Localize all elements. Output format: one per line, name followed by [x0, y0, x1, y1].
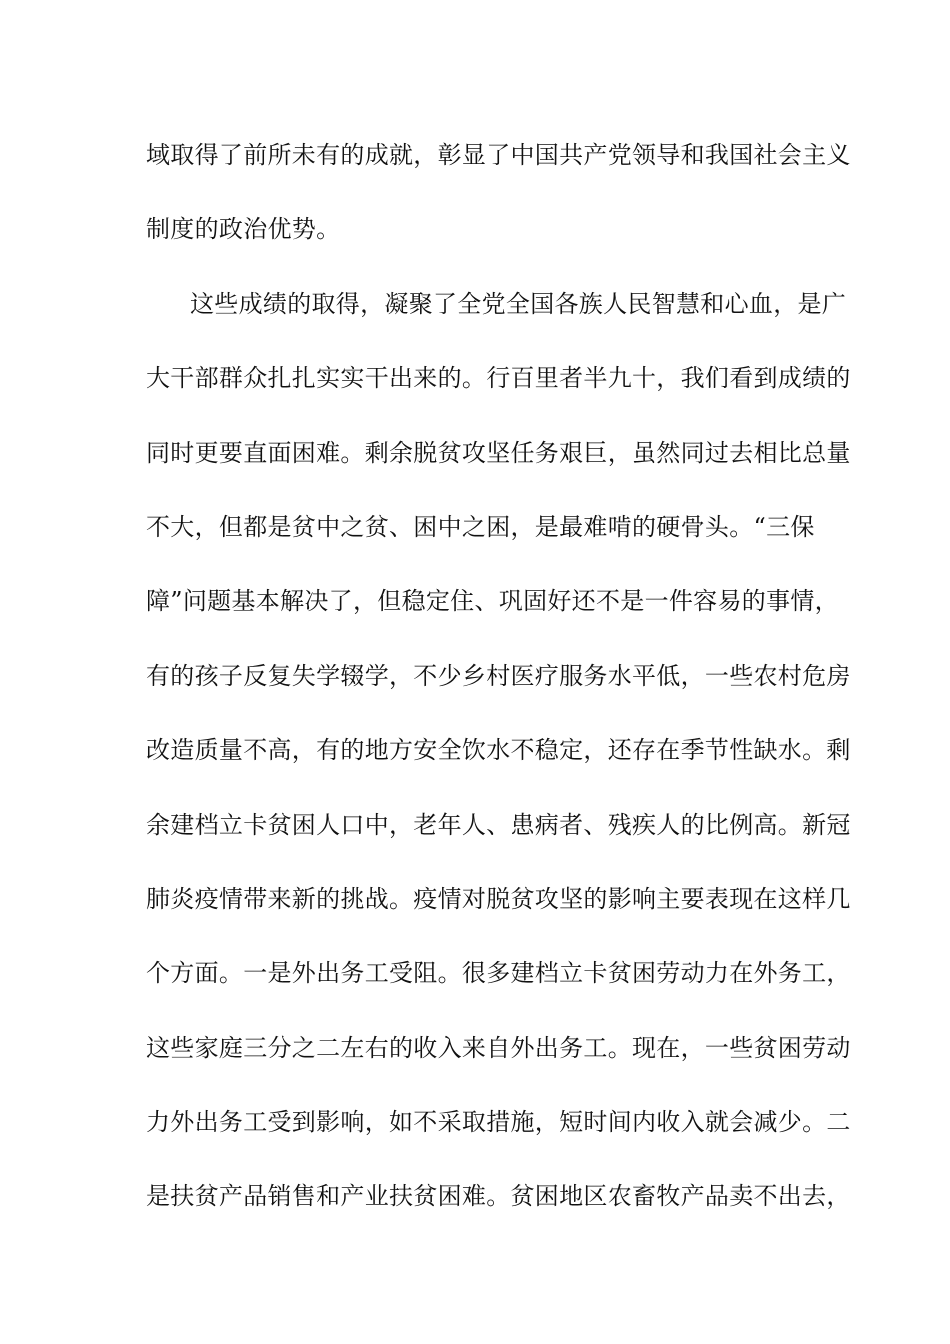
paragraph-start-line: 这些成绩的取得，凝聚了全党全国各族人民智慧和心血，是广 — [190, 289, 847, 318]
text-line: 大干部群众扎扎实实干出来的。行百里者半九十，我们看到成绩的 — [146, 364, 851, 393]
text-line: 制度的政治优势。 — [146, 215, 341, 244]
text-line: 个方面。一是外出务工受阻。很多建档立卡贫困劳动力在外务工， — [146, 959, 851, 988]
text-line: 改造质量不高，有的地方安全饮水不稳定，还存在季节性缺水。剩 — [146, 736, 851, 765]
text-line: 有的孩子反复失学辍学，不少乡村医疗服务水平低，一些农村危房 — [146, 661, 851, 690]
text-line: 余建档立卡贫困人口中，老年人、患病者、残疾人的比例高。新冠 — [146, 810, 851, 839]
text-line: 肺炎疫情带来新的挑战。疫情对脱贫攻坚的影响主要表现在这样几 — [146, 884, 851, 913]
text-line: 域取得了前所未有的成就，彰显了中国共产党领导和我国社会主义 — [146, 141, 851, 169]
text-line: 障”问题基本解决了，但稳定住、巩固好还不是一件容易的事情， — [146, 587, 839, 616]
text-line: 是扶贫产品销售和产业扶贫困难。贫困地区农畜牧产品卖不出去， — [146, 1182, 851, 1211]
body-text — [146, 135, 851, 1251]
text-line: 这些家庭三分之二左右的收入来自外出务工。现在，一些贫困劳动 — [146, 1033, 851, 1062]
text-line: 力外出务工受到影响，如不采取措施，短时间内收入就会减少。二 — [146, 1108, 851, 1137]
text-line: 不大，但都是贫中之贫、困中之困，是最难啃的硬骨头。“三保 — [146, 512, 815, 541]
text-line: 同时更要直面困难。剩余脱贫攻坚任务艰巨，虽然同过去相比总量 — [146, 438, 851, 467]
